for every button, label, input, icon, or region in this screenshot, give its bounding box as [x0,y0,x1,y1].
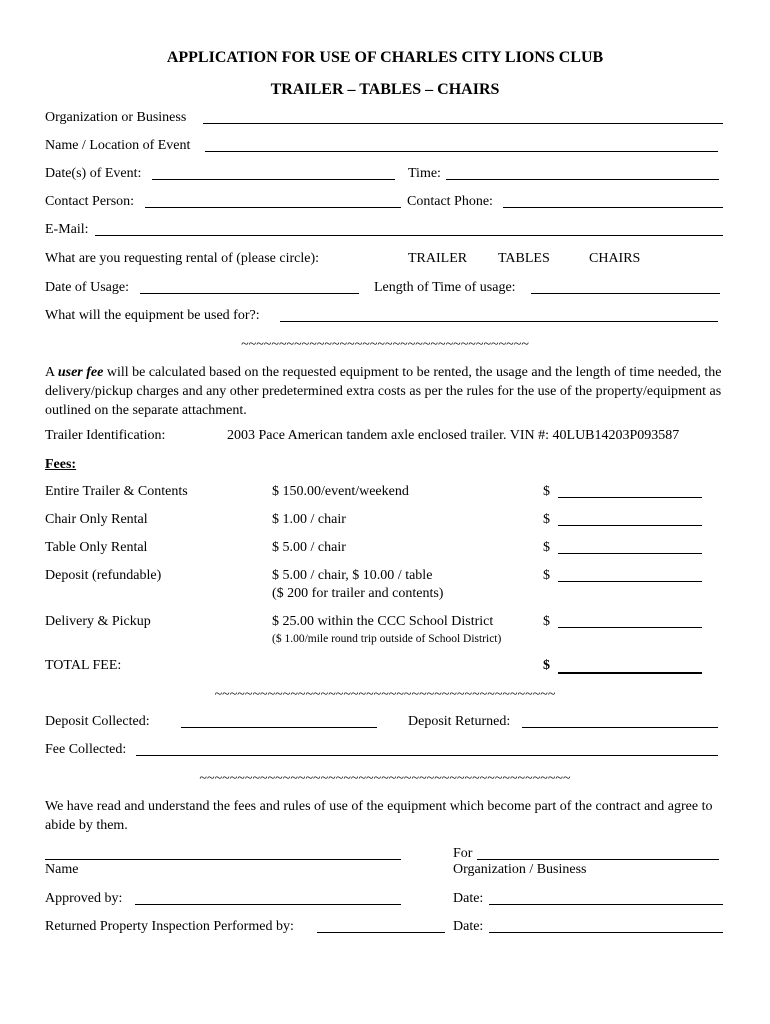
fee-rate-note: ($ 1.00/mile round trip outside of School District) [272,633,502,645]
deposit-collected-label: Deposit Collected: [45,714,150,729]
equipment-use-field[interactable] [280,321,718,322]
total-currency: $ [543,658,550,673]
fee-label: Table Only Rental [45,540,148,555]
name-location-label: Name / Location of Event [45,138,191,153]
length-usage-field[interactable] [531,293,720,294]
fee-currency: $ [543,614,550,629]
option-chairs[interactable]: CHAIRS [589,251,641,266]
contact-phone-field[interactable] [503,207,723,208]
name-location-field[interactable] [205,151,718,152]
fee-label: Chair Only Rental [45,512,148,527]
fee-rate-note: ($ 200 for trailer and contents) [272,586,444,601]
fee-label: Delivery & Pickup [45,614,151,629]
fee-currency: $ [543,568,550,583]
page-title: APPLICATION FOR USE OF CHARLES CITY LIONS CLUB [166,49,604,66]
deposit-returned-label: Deposit Returned: [408,714,511,729]
date-usage-label: Date of Usage: [45,280,129,295]
request-label: What are you requesting rental of (please circle): [45,251,320,266]
fee-collected-field[interactable] [136,755,718,756]
inspection-field[interactable] [317,932,445,933]
total-fee-label: TOTAL FEE: [45,658,122,673]
fee-currency: $ [543,540,550,555]
fee-currency: $ [543,484,550,499]
total-fee-field[interactable] [558,672,702,674]
event-dates-label: Date(s) of Event: [45,166,142,181]
organization-field[interactable] [203,123,723,124]
fee-amount-field[interactable] [558,497,702,498]
deposit-collected-field[interactable] [181,727,377,728]
event-dates-field[interactable] [152,179,395,180]
name-signature-field[interactable] [45,859,401,860]
for-label: For [453,846,473,861]
name-label: Name [45,862,79,877]
option-trailer[interactable]: TRAILER [408,251,468,266]
fee-rate: $ 150.00/event/weekend [272,484,409,499]
time-label: Time: [408,166,441,181]
fee-rate: $ 5.00 / chair [272,540,346,555]
organization-business-label: Organization / Business [453,862,587,877]
trailer-id-value: 2003 Pace American tandem axle enclosed trailer. VIN #: 40LUB14203P093587 [227,428,680,443]
fee-rate: $ 25.00 within the CCC School District [272,614,494,629]
fees-heading: Fees: [45,457,77,472]
option-tables[interactable]: TABLES [498,251,550,266]
contact-phone-label: Contact Phone: [407,194,493,209]
fee-currency: $ [543,512,550,527]
length-usage-label: Length of Time of usage: [374,280,516,295]
approved-date-field[interactable] [489,904,723,905]
fee-collected-label: Fee Collected: [45,742,127,757]
agreement-text: We have read and understand the fees and rules of use of the equipment which become part of the contract and agree to abide by them. [45,799,713,833]
trailer-id-label: Trailer Identification: [45,428,166,443]
organization-label: Organization or Business [45,110,187,125]
fee-rate: $ 1.00 / chair [272,512,346,527]
email-field[interactable] [95,235,723,236]
contact-person-label: Contact Person: [45,194,135,209]
time-field[interactable] [446,179,719,180]
inspection-date-field[interactable] [489,932,723,933]
organization-signature-field[interactable] [477,859,719,860]
user-fee-paragraph: A user fee will be calculated based on the requested equipment to be rented, the usage and the length of time needed, the delivery/pickup charges and any other predetermined extra costs as per the rules for the use of the property/equipment as outlined on the separate attachment. [45,365,722,418]
date-usage-field[interactable] [140,293,359,294]
contact-person-field[interactable] [145,207,401,208]
fee-amount-field[interactable] [558,553,702,554]
email-label: E-Mail: [45,222,89,237]
divider: ~~~~~~~~~~~~~~~~~~~~~~~~~~~~~~~~~~~~~~~~~~~~~~~~~ [199,771,571,786]
approved-by-label: Approved by: [45,891,123,906]
fee-rate: $ 5.00 / chair, $ 10.00 / table [272,568,433,583]
fee-amount-field[interactable] [558,525,702,526]
approved-date-label: Date: [453,891,484,906]
page-subtitle: TRAILER – TABLES – CHAIRS [270,81,500,98]
divider: ~~~~~~~~~~~~~~~~~~~~~~~~~~~~~~~~~~~~~~~~~~~~~ [214,687,556,702]
equipment-use-label: What will the equipment be used for?: [45,308,260,323]
deposit-returned-field[interactable] [522,727,718,728]
divider: ~~~~~~~~~~~~~~~~~~~~~~~~~~~~~~~~~~~~~~ [241,337,529,352]
fee-label: Deposit (refundable) [45,568,162,583]
fee-amount-field[interactable] [558,627,702,628]
approved-by-field[interactable] [135,904,401,905]
inspection-date-label: Date: [453,919,484,934]
fee-amount-field[interactable] [558,581,702,582]
fee-label: Entire Trailer & Contents [45,484,188,499]
inspection-label: Returned Property Inspection Performed by: [45,919,294,934]
